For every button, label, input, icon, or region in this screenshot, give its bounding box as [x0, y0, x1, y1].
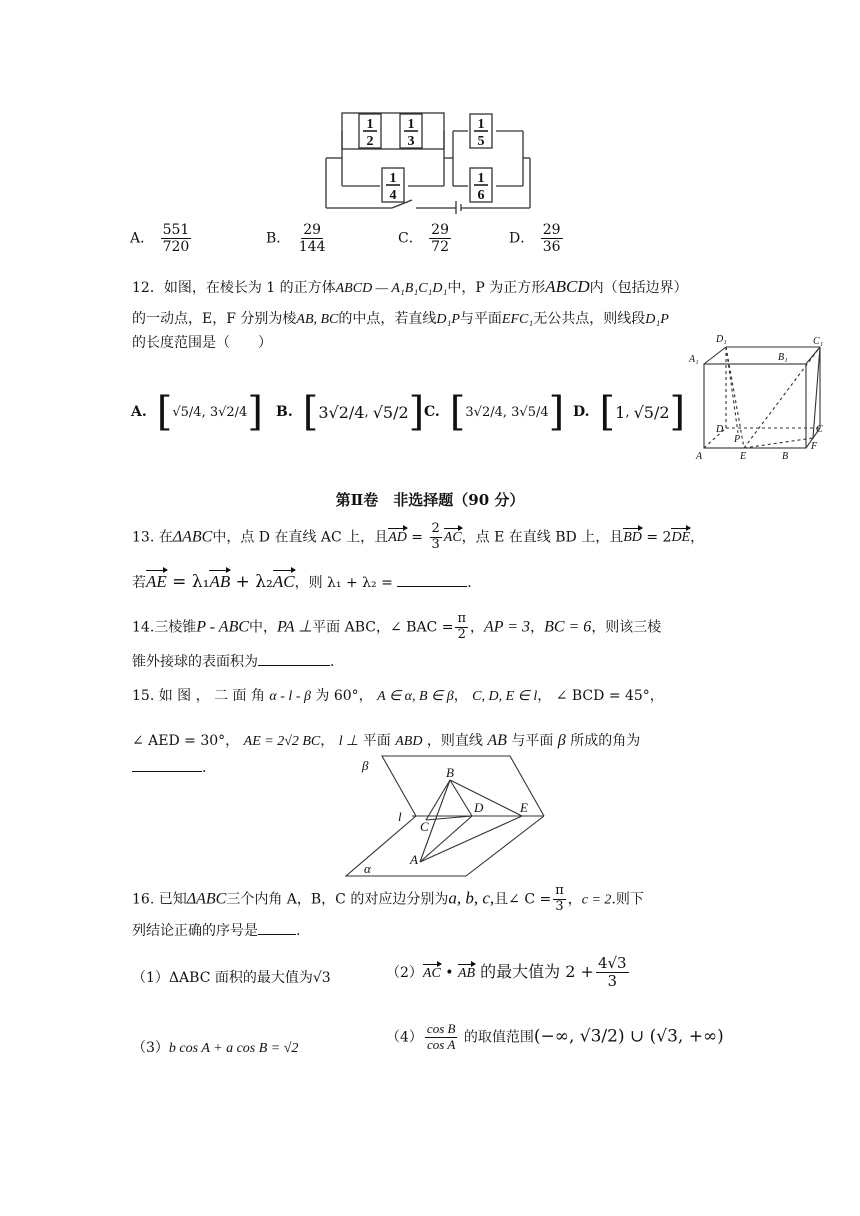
cube-figure [686, 332, 828, 464]
answer-blank[interactable] [397, 586, 467, 587]
label-c1: C₁ [813, 336, 824, 347]
q12-text: 中，P 为正方形 [447, 280, 546, 296]
option-letter: C. [424, 404, 440, 420]
q16-line-1 [132, 884, 644, 915]
q16-item-3 [132, 1037, 298, 1057]
circuit-diagram [320, 108, 535, 214]
frac-den: 144 [298, 239, 326, 256]
circuit-frac-5-den: 6 [477, 188, 485, 203]
option-letter: B． [266, 230, 291, 247]
comma: ， [690, 529, 705, 546]
q15-text: 为 60°， [315, 688, 373, 704]
frac-two-thirds [430, 522, 442, 553]
frac-den: 72 [431, 239, 449, 256]
vector-ac: AC [272, 572, 295, 591]
range-high: √5/2 [372, 402, 409, 422]
q13-text: 13. 在 [132, 529, 173, 546]
range-low: 1 [615, 402, 626, 422]
q16-text: .则下 [611, 891, 644, 908]
frac-num: 29 [431, 222, 449, 238]
bracket-right: ] [247, 389, 263, 435]
q15-text: ∠ AED = 30°， [132, 733, 240, 749]
frac-num: 2 [431, 521, 440, 536]
q13-text: + λ₂ [230, 572, 273, 592]
option-value [541, 222, 563, 255]
frac-pi-half [455, 612, 468, 643]
period: . [296, 923, 301, 939]
dihedral-angle: α - l - β [269, 689, 311, 704]
frac-num: π [457, 611, 466, 626]
plane-abd: ABD [395, 734, 423, 749]
option-letter: D． [509, 230, 535, 247]
q11-option-b [266, 222, 329, 255]
q12-text: 12．如图，在棱长为 1 的正方体 [132, 280, 336, 296]
frac-num: 29 [542, 222, 561, 238]
option-value [161, 222, 192, 255]
range-high: 3√2/4 [209, 404, 248, 420]
frac-den: cos A [427, 1036, 456, 1052]
plane-beta: β [557, 732, 566, 749]
bracket-right: ] [548, 389, 565, 435]
frac-4root3-over-3 [596, 955, 629, 991]
option-value [297, 222, 328, 255]
range-value: (−∞, √3/2) ∪ (√3, +∞) [533, 1026, 724, 1047]
q14-text: 锥外接球的表面积为 [132, 654, 258, 670]
q13-text: ，点 E 在直线 BD 上，且 [461, 529, 624, 546]
line-d1p: D₁P [436, 312, 460, 327]
cube-name: ABCD — A₁B₁C₁D₁ [335, 281, 448, 296]
equals: = [406, 529, 428, 546]
label-c: C [420, 819, 429, 834]
frac-den: 3 [431, 536, 440, 552]
pa-perp: PA ⊥ [277, 618, 313, 636]
q12-text: 的中点，若直线 [338, 311, 437, 327]
bracket-left: [ [599, 389, 616, 435]
c-value: c = 2 [581, 892, 612, 908]
pyramid-pabc: P - ABC [196, 618, 250, 636]
label-b: B [446, 765, 454, 780]
edges: AB, BC [296, 312, 339, 327]
condition-ab: A ∈ α, B ∈ β [377, 689, 454, 704]
q16-item-2 [386, 955, 631, 991]
q12-option-a: A. [ √5/4 , 3√2/4 ] [131, 389, 263, 435]
label-a1: A₁ [689, 354, 699, 365]
period: . [467, 575, 472, 591]
label-beta: β [362, 758, 369, 773]
q13-text: ，则 λ₁ + λ₂ = [294, 575, 398, 591]
q14-line-1 [132, 612, 661, 643]
frac-den: 36 [542, 239, 561, 256]
vector-de: DE [671, 530, 691, 546]
option-letter: C． [398, 230, 423, 247]
q14-text: ， [470, 619, 484, 636]
range-high: √5/2 [633, 402, 670, 422]
label-d: D [474, 800, 484, 815]
q14-text: ，则该三棱 [591, 619, 662, 636]
frac-den: 720 [162, 239, 190, 256]
label-a: A [410, 852, 418, 867]
frac-num: 4√3 [597, 954, 627, 972]
option-letter: A． [130, 230, 155, 247]
q12-option-b: B. [ 3√2/4 , √5/2 ] [276, 389, 425, 435]
square-name: ABCD [545, 277, 590, 296]
frac-pi-third [553, 884, 566, 915]
frac-num: π [555, 883, 564, 898]
option-letter: A. [131, 404, 147, 420]
sides-abc: a, b, c, [448, 888, 495, 908]
answer-blank[interactable] [258, 934, 296, 935]
q12-text: 与平面 [459, 311, 502, 327]
dot: • [440, 964, 458, 981]
q11-option-a [130, 222, 193, 255]
q16-text: 且∠ C = [494, 891, 552, 908]
label-d1: D₁ [716, 334, 727, 345]
q15-text: 平面 [362, 733, 391, 749]
q12-text: 内（包括边界） [589, 280, 688, 296]
circuit-frac-1-num: 1 [366, 117, 374, 132]
item-text: 的取值范围 [459, 1029, 534, 1046]
q14-text: 平面 ABC，∠ BAC = [312, 619, 454, 636]
q16-text: 16. 已知 [132, 891, 187, 908]
q13-text: 若 [132, 575, 146, 591]
ap-value: AP = 3 [484, 618, 531, 636]
triangle-abc: ΔABC [172, 528, 213, 546]
q13-text: 中，点 D 在直线 AC 上，且 [212, 529, 389, 546]
q16-text: 三个内角 A，B，C 的对应边分别为 [226, 891, 449, 908]
condition-bcd: ， ∠ BCD = 45°， [537, 688, 664, 704]
q14-text: 14.三棱锥 [132, 619, 197, 636]
period: . [330, 654, 335, 670]
q16-item-4 [386, 1022, 724, 1053]
label-f: F [811, 441, 818, 452]
label-a: A [696, 451, 703, 462]
item-text: 的最大值为 2 + [475, 961, 594, 981]
circuit-frac-4-den: 5 [477, 134, 485, 149]
vector-bd: BD [623, 530, 642, 546]
q14-line-2 [132, 651, 334, 671]
label-e: E [740, 451, 747, 462]
circuit-frac-3-den: 4 [389, 188, 397, 203]
condition-cde: C, D, E ∈ l [472, 689, 538, 704]
circuit-frac-2-num: 1 [407, 117, 415, 132]
q12-text: 的长度范围是（ ） [132, 335, 272, 351]
bracket-left: [ [302, 389, 319, 435]
vector-ad: AD [388, 530, 407, 546]
q12-line-3 [132, 332, 272, 352]
plane-efc1: EFC₁ [501, 312, 534, 327]
triangle-abc: ΔABC [186, 890, 227, 908]
item-text: b cos A + a cos B = √2 [168, 1041, 299, 1056]
q13-line-2 [132, 572, 472, 592]
label-l: l [398, 809, 402, 824]
period: . [202, 760, 207, 776]
label-e: E [520, 800, 528, 815]
frac-den: 2 [457, 626, 466, 642]
label-p: P [734, 434, 741, 445]
frac-den: 3 [555, 898, 564, 914]
section-title: 第Ⅱ卷 非选择题（90 分） [335, 491, 525, 509]
item-text: ΔABC 面积的最大值为√3 [168, 970, 331, 986]
range-low: 3√2/4 [318, 402, 365, 422]
item-label: （3） [132, 1040, 169, 1056]
frac-num: cos B [426, 1021, 456, 1036]
answer-blank[interactable] [258, 665, 330, 666]
range-low: 3√2/4 [465, 404, 503, 420]
vector-ab: AB [209, 572, 231, 591]
label-b: B [782, 451, 789, 462]
l-perp: l ⊥ [338, 734, 359, 749]
frac-den: 3 [607, 972, 618, 991]
bracket-left: [ [156, 389, 173, 435]
bracket-right: ] [408, 389, 425, 435]
q16-text: ， [567, 891, 582, 908]
q14-text: 中， [249, 619, 278, 636]
equals: = 2 [641, 529, 672, 546]
ae-value: AE = 2√2 BC [243, 734, 321, 749]
vector-ac: AC [443, 530, 462, 546]
q15-text: ， [320, 733, 335, 749]
q16-line-2 [132, 920, 300, 940]
q12-text: 无公共点，则线段 [533, 311, 646, 327]
q15-text: 15. 如 图 ， 二 面 角 [132, 688, 265, 704]
q12-line-1 [132, 277, 688, 297]
q15-line-3 [132, 760, 206, 776]
q12-text: 的一动点，E，F 分别为棱 [132, 311, 297, 327]
item-label: （2） [386, 964, 423, 981]
q12-line-2 [132, 308, 669, 328]
label-alpha: α [364, 861, 371, 876]
q16-item-1 [132, 967, 331, 987]
q13-line-1 [132, 522, 704, 553]
q15-text: 所成的角为 [570, 733, 641, 749]
vector-ae: AE [146, 572, 167, 591]
item-label: （4） [386, 1029, 423, 1046]
label-c: C [816, 424, 823, 435]
circuit-frac-4-num: 1 [477, 117, 485, 132]
bc-value: BC = 6 [544, 618, 592, 636]
dihedral-figure [340, 752, 550, 880]
option-letter: D. [573, 404, 590, 420]
vector-ab: AB [457, 965, 476, 981]
option-value [429, 222, 451, 255]
q15-text: ，则直线 [426, 733, 483, 749]
range-high: 3√5/4 [511, 404, 549, 420]
segment-d1p: D₁P [645, 312, 669, 327]
q13-text: = λ₁ [166, 572, 210, 592]
bracket-right: ] [669, 389, 686, 435]
separator: ， [453, 688, 468, 704]
line-ab: AB [487, 732, 507, 749]
range-low: √5/4 [172, 404, 202, 420]
q15-line-1 [132, 685, 664, 705]
q11-option-d [509, 222, 565, 255]
q16-text: 列结论正确的序号是 [132, 923, 258, 939]
frac-num: 551 [162, 222, 190, 238]
vector-ac: AC [422, 965, 441, 981]
q12-option-d: D. [ 1 , √5/2 ] [573, 389, 686, 435]
q12-option-c: C. [ 3√2/4 , 3√5/4 ] [424, 389, 565, 435]
answer-blank[interactable] [132, 771, 202, 772]
label-b1: B₁ [778, 352, 788, 363]
q15-text: 与平面 [511, 733, 554, 749]
bracket-left: [ [449, 389, 466, 435]
item-label: （1） [132, 970, 169, 986]
q15-line-2 [132, 730, 640, 750]
q11-option-c [398, 222, 453, 255]
circuit-frac-2-den: 3 [407, 134, 415, 149]
separator: ， [530, 619, 545, 636]
frac-cosb-cosa [425, 1022, 458, 1053]
frac-num: 29 [303, 222, 322, 238]
circuit-frac-3-num: 1 [389, 171, 397, 186]
circuit-frac-5-num: 1 [477, 171, 485, 186]
label-d: D [716, 424, 724, 435]
circuit-frac-1-den: 2 [366, 134, 374, 149]
option-letter: B. [276, 404, 293, 420]
